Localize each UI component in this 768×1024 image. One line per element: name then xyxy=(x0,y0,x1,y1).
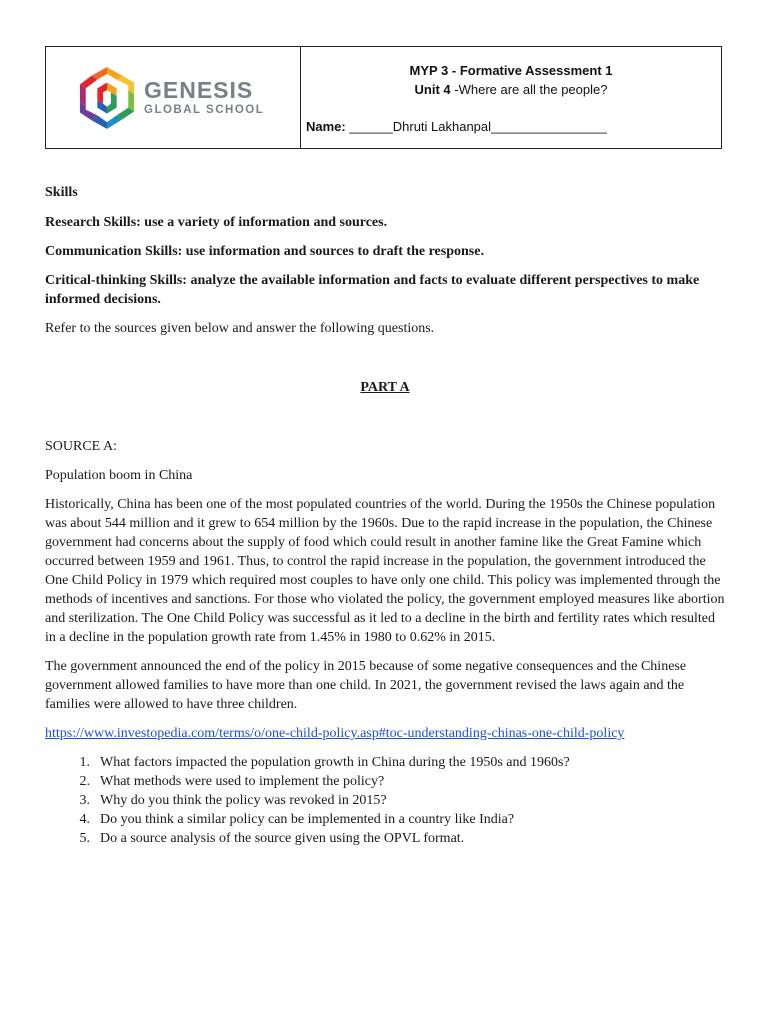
list-item xyxy=(45,810,725,829)
source-paragraph-2: The government announced the end of the policy in 2015 because of some negative consequences and the Chinese government allowed families to have more than one child. In 2021, the government revised the laws again and the families were allowed to have three children. xyxy=(45,659,687,712)
source-label: SOURCE A: xyxy=(45,439,117,454)
question-list xyxy=(45,753,725,848)
unit-title-text: -Where are all the people? xyxy=(450,82,608,97)
header-info xyxy=(301,47,721,148)
part-a-title: PART A xyxy=(360,380,410,395)
school-logo xyxy=(46,47,301,148)
question-text: Why do you think the policy was revoked in 2015? xyxy=(100,793,387,808)
question-number: 2. xyxy=(79,774,90,789)
communication-skills: Communication Skills: use information and sources to draft the response. xyxy=(45,244,484,259)
logo-subtitle-text: GLOBAL SCHOOL xyxy=(144,103,265,116)
list-item xyxy=(45,772,725,791)
unit-title xyxy=(301,82,721,97)
source-link-line xyxy=(45,724,725,743)
question-number: 3. xyxy=(79,793,90,808)
list-item xyxy=(45,753,725,772)
logo-brand-text: GENESIS xyxy=(144,76,254,103)
skills-heading: Skills xyxy=(45,185,78,200)
name-label: Name: xyxy=(306,119,346,134)
question-text: Do a source analysis of the source given using the OPVL format. xyxy=(100,831,465,846)
source-link[interactable]: https://www.investopedia.com/terms/o/one-child-policy.asp#toc-understanding-chinas-one-child-policy xyxy=(45,726,625,741)
genesis-logo-icon xyxy=(78,65,136,131)
source-paragraph-1: Historically, China has been one of the most populated countries of the world. During the 1950s the Chinese population was about 544 million and it grew to 654 million by the 1960s. Due to the rapid increase in the population, the Chinese government had concerns about the supply of food which could result in another famine like the Great Famine which occurred between 1959 and 1961. Thus, to control the rapid increase in the population, the government introduced the One Child Policy in 1979 which required most couples to have only one child. This policy was implemented through the methods of incentives and sanctions. For those who violated the policy, the government employed measures like abortion and sterilization. The One Child Policy was successful as it led to a decline in the birth and fertility rates which resulted in a decline in the population growth rate from 1.45% in 1980 to 0.62% in 2015. xyxy=(45,497,725,645)
question-text: Do you think a similar policy can be implemented in a country like India? xyxy=(100,812,515,827)
unit-label: Unit 4 xyxy=(414,82,451,97)
question-number: 1. xyxy=(79,755,90,770)
student-name xyxy=(306,119,607,134)
question-number: 4. xyxy=(79,812,90,827)
name-value: ______Dhruti Lakhanpal________________ xyxy=(345,119,607,134)
header-table xyxy=(45,46,722,149)
document-body xyxy=(45,183,725,848)
question-number: 5. xyxy=(79,831,90,846)
critical-thinking-skills: Critical-thinking Skills: analyze the available information and facts to evaluate different perspectives to make informed decisions. xyxy=(45,273,700,307)
assessment-title: MYP 3 - Formative Assessment 1 xyxy=(409,63,613,78)
source-title: Population boom in China xyxy=(45,468,193,483)
instruction-text: Refer to the sources given below and answer the following questions. xyxy=(45,321,435,336)
research-skills: Research Skills: use a variety of information and sources. xyxy=(45,215,388,230)
list-item xyxy=(45,791,725,810)
question-text: What factors impacted the population growth in China during the 1950s and 1960s? xyxy=(100,755,570,770)
question-text: What methods were used to implement the policy? xyxy=(100,774,385,789)
list-item xyxy=(45,829,725,848)
